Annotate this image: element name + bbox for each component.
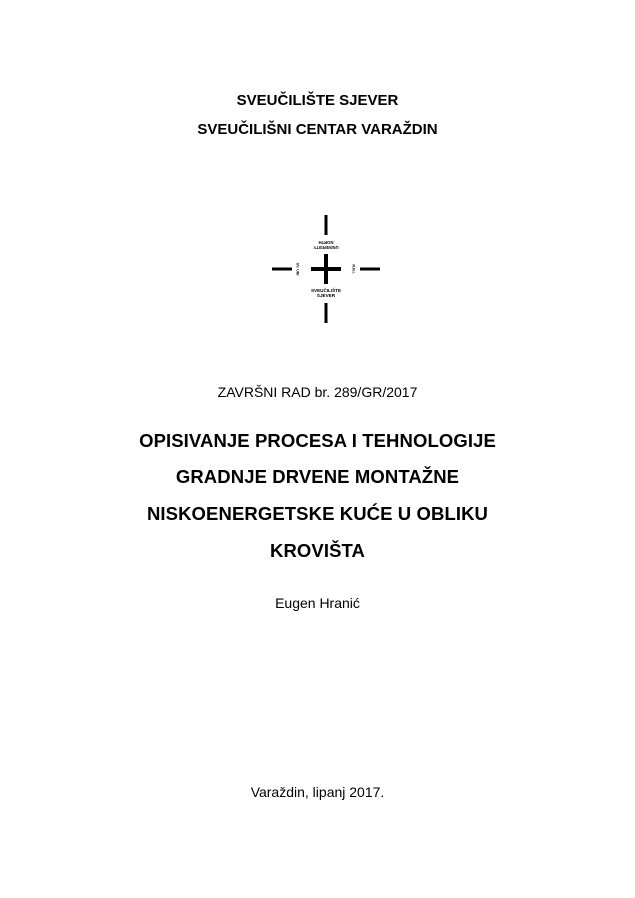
- title-line-1: OPISIVANJE PROCESA I TEHNOLOGIJE: [139, 430, 496, 451]
- logo-left-text: SV. UNI: [295, 262, 300, 276]
- title-line-3: NISKOENERGETSKE KUĆE U OBLIKU: [146, 503, 489, 524]
- thesis-number: ZAVRŠNI RAD br. 289/GR/2017: [217, 384, 418, 400]
- place-date: Varaždin, lipanj 2017.: [250, 784, 385, 800]
- title-line-4: KROVIŠTA: [269, 540, 366, 561]
- university-logo: [270, 213, 382, 325]
- title-line-2: GRADNJE DRVENE MONTAŽNE: [175, 466, 460, 487]
- institution-name: SVEUČILIŠTE SJEVER: [236, 92, 399, 109]
- university-north-logo-icon: [270, 213, 382, 325]
- logo-top-text-2: NORTH: [318, 240, 334, 245]
- author-name: Eugen Hranić: [275, 595, 360, 611]
- institution-center: SVEUČILIŠNI CENTAR VARAŽDIN: [197, 121, 438, 138]
- logo-top-text-1: UNIVERSITY: [313, 245, 339, 250]
- logo-bottom-text-2: SJEVER: [316, 293, 336, 298]
- logo-bottom-text-1: SVEUČILIŠTE: [310, 288, 342, 293]
- logo-right-text: N.N.I.: [351, 264, 356, 274]
